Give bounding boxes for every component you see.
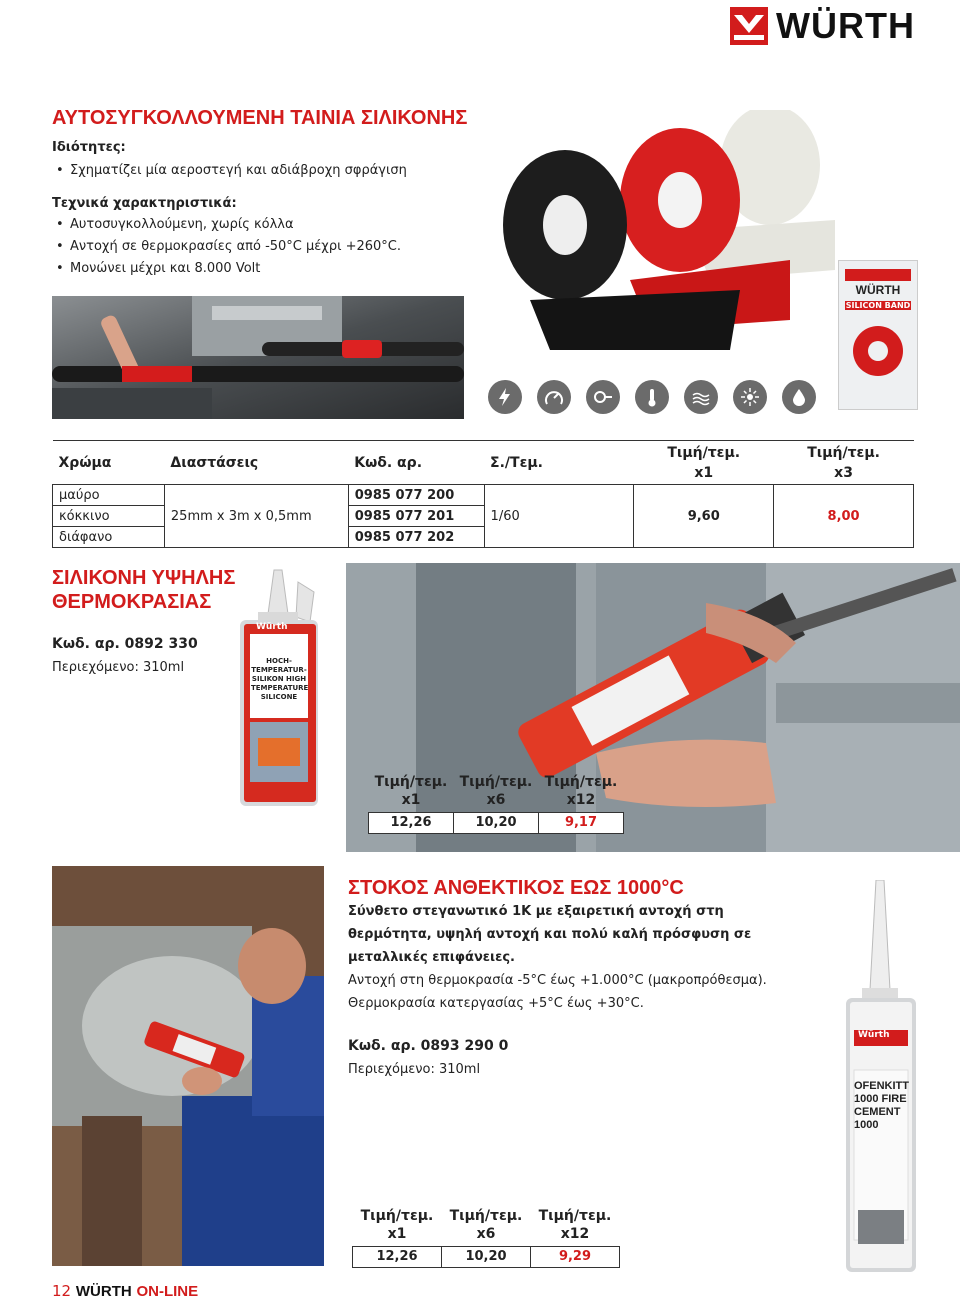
cement-tube-brand: Würth bbox=[858, 1030, 890, 1040]
cement-working-temperature: Θερμοκρασία κατεργασίας +5°C έως +30°C. bbox=[348, 996, 644, 1011]
price-header-x6: Τιμή/τεμ. x6 bbox=[449, 1207, 523, 1242]
cell-dims: 25mm x 3m x 0,5mm bbox=[164, 485, 348, 548]
stretch-icon bbox=[584, 380, 622, 414]
feature-icons bbox=[486, 380, 818, 414]
package-label: SILICON BAND bbox=[845, 301, 911, 310]
price-x12: 9,29 bbox=[531, 1246, 620, 1267]
table-header-row bbox=[53, 441, 914, 485]
price-header-x12: Τιμή/τεμ. x12 bbox=[538, 1207, 612, 1242]
price-header-row bbox=[353, 1204, 620, 1246]
cell-color: διάφανο bbox=[53, 527, 165, 548]
cement-temperature-resistance: Αντοχή στη θερμοκρασία -5°C έως +1.000°C (μακροπρόθεσμα). bbox=[348, 973, 767, 988]
cement-description: Σύνθετο στεγανωτικό 1Κ με εξαιρετική αντοχή στη θερμότητα, υψηλή αντοχή και πολύ καλή πρόσφυση σε μεταλλικές επιφάνειες. bbox=[348, 904, 752, 965]
wurth-logo-text: WÜRTH bbox=[776, 5, 915, 46]
silicone-title-2: ΘΕΡΜΟΚΡΑΣΙΑΣ bbox=[52, 591, 212, 613]
price-x6: 10,20 bbox=[442, 1246, 531, 1267]
pressure-icon bbox=[535, 380, 573, 414]
silicone-cartridge-image bbox=[236, 562, 334, 812]
list-item: • Αντοχή σε θερμοκρασίες από -50°C μέχρι +260°C. bbox=[52, 236, 401, 258]
silicone-tube-brand: Würth bbox=[256, 622, 288, 632]
cement-code: Κωδ. αρ. 0893 290 0 bbox=[348, 1038, 509, 1054]
cement-content: Περιεχόμενο: 310ml bbox=[348, 1062, 481, 1077]
package-stripe bbox=[845, 269, 911, 281]
silicone-tube-text: HOCH-TEMPERATUR-SILIKON HIGH TEMPERATURE SILICONE bbox=[251, 657, 309, 701]
tape-tech-list bbox=[52, 214, 401, 280]
package-roll bbox=[853, 326, 903, 376]
list-item: • Αυτοσυγκολλούμενη, χωρίς κόλλα bbox=[52, 214, 401, 236]
tape-props-list bbox=[52, 160, 407, 182]
cement-cartridge-image bbox=[832, 880, 916, 1272]
silicone-title-1: ΣΙΛΙΚΟΝΗ ΥΨΗΛΗΣ bbox=[52, 567, 236, 589]
price-header-row bbox=[369, 770, 624, 812]
price-value-row bbox=[353, 1246, 620, 1267]
price-header-x12: Τιμή/τεμ. x12 bbox=[544, 773, 618, 808]
package-brand: WÜRTH bbox=[855, 283, 901, 297]
footer-online: ON-LINE bbox=[136, 1283, 199, 1300]
price-x12: 9,17 bbox=[539, 812, 624, 833]
tape-title: ΑΥΤΟΣΥΓΚΟΛΛΟΥΜΕΝΗ ΤΑΙΝΙΑ ΣΙΛΙΚΟΝΗΣ bbox=[52, 107, 468, 129]
tape-spec-table bbox=[52, 440, 914, 548]
oil-fuels-icon bbox=[780, 380, 818, 414]
cell-code: 0985 077 200 bbox=[348, 485, 484, 506]
cell-price-x1: 9,60 bbox=[634, 485, 774, 548]
fire-cement-application-photo bbox=[52, 866, 324, 1266]
waterproof-icon bbox=[682, 380, 720, 414]
silicone-price-table bbox=[368, 770, 624, 834]
cell-price-x3: 8,00 bbox=[774, 485, 914, 548]
price-value-row bbox=[369, 812, 624, 833]
cell-pack: 1/60 bbox=[484, 485, 634, 548]
cell-color: κόκκινο bbox=[53, 506, 165, 527]
wurth-logo bbox=[730, 6, 914, 46]
tape-package-image bbox=[838, 260, 918, 410]
uv-resistant-icon bbox=[731, 380, 769, 414]
cell-code: 0985 077 202 bbox=[348, 527, 484, 548]
page-footer bbox=[52, 1282, 198, 1300]
tape-tech-label: Τεχνικά χαρακτηριστικά: bbox=[52, 196, 237, 211]
list-item: • Σχηματίζει μία αεροστεγή και αδιάβροχη σφράγιση bbox=[52, 160, 407, 182]
tape-props-label: Ιδιότητες: bbox=[52, 140, 126, 155]
wurth-logo-mark bbox=[730, 7, 768, 45]
col-header-price-x1: Τιμή/τεμ. x1 bbox=[634, 441, 774, 485]
col-header-pack: Σ./Τεμ. bbox=[484, 441, 634, 485]
col-header-color: Χρώμα bbox=[53, 441, 165, 485]
cement-title: ΣΤΟΚΟΣ ΑΝΘΕΚΤΙΚΟΣ ΕΩΣ 1000°C bbox=[348, 877, 684, 899]
page-number: 12 bbox=[52, 1282, 72, 1300]
engine-hose-photo bbox=[52, 296, 464, 419]
price-x1: 12,26 bbox=[369, 812, 454, 833]
table-row bbox=[53, 485, 914, 506]
silicone-code: Κωδ. αρ. 0892 330 bbox=[52, 636, 198, 652]
list-item: • Μονώνει μέχρι και 8.000 Volt bbox=[52, 258, 401, 280]
col-header-dims: Διαστάσεις bbox=[164, 441, 348, 485]
voltage-icon bbox=[486, 380, 524, 414]
col-header-code: Κωδ. αρ. bbox=[348, 441, 484, 485]
price-x1: 12,26 bbox=[353, 1246, 442, 1267]
cement-tube-text: OFENKITT 1000 FIRE CEMENT 1000 bbox=[854, 1080, 909, 1131]
temperature-icon bbox=[633, 380, 671, 414]
silicone-content: Περιεχόμενο: 310ml bbox=[52, 660, 185, 675]
col-header-price-x3: Τιμή/τεμ. x3 bbox=[774, 441, 914, 485]
cell-code: 0985 077 201 bbox=[348, 506, 484, 527]
price-header-x1: Τιμή/τεμ. x1 bbox=[374, 773, 448, 808]
tape-rolls-photo bbox=[490, 110, 835, 350]
footer-brand: WÜRTH bbox=[75, 1283, 132, 1300]
cell-color: μαύρο bbox=[53, 485, 165, 506]
price-x6: 10,20 bbox=[454, 812, 539, 833]
cement-price-table bbox=[352, 1204, 620, 1268]
price-header-x6: Τιμή/τεμ. x6 bbox=[459, 773, 533, 808]
price-header-x1: Τιμή/τεμ. x1 bbox=[360, 1207, 434, 1242]
